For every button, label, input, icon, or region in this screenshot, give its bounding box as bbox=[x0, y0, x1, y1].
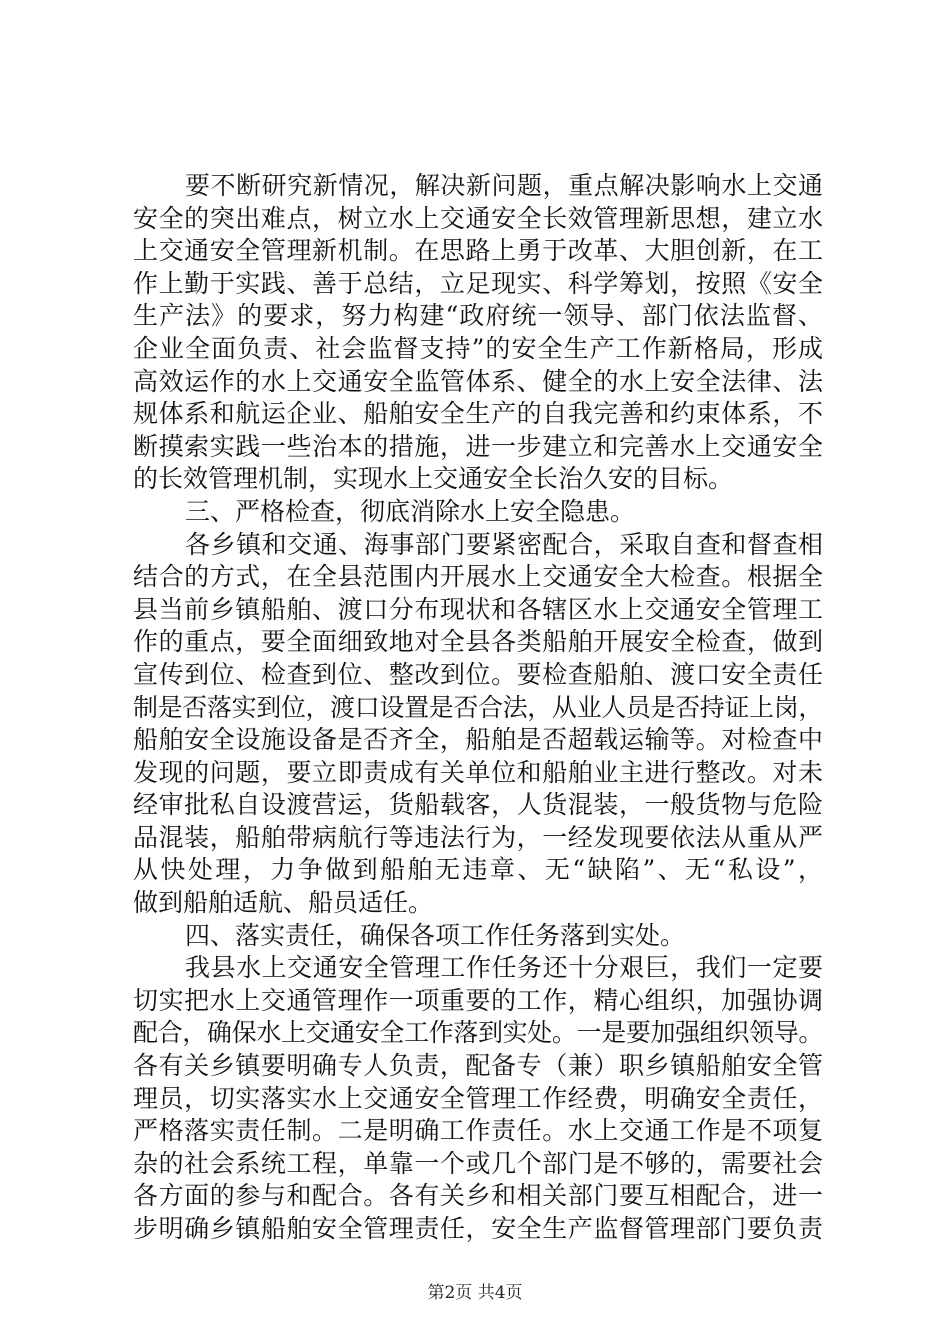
text-line: 各方面的参与和配合。各有关乡和相关部门要互相配合，进一 bbox=[133, 1181, 823, 1211]
text-line: 断摸索实践一些治本的措施，进一步建立和完善水上交通安全 bbox=[133, 431, 823, 461]
text-line: 安全的突出难点，树立水上交通安全长效管理新思想，建立水 bbox=[133, 203, 823, 233]
text-line: 高效运作的水上交通安全监管体系、健全的水上安全法律、法 bbox=[133, 366, 823, 396]
text-line: 各有关乡镇要明确专人负责，配备专（兼）职乡镇船舶安全管 bbox=[133, 1051, 823, 1081]
text-line: 的长效管理机制，实现水上交通安全长治久安的目标。 bbox=[133, 464, 734, 494]
text-line: 切实把水上交通管理作一项重要的工作，精心组织，加强协调 bbox=[133, 985, 823, 1015]
text-line: 县当前乡镇船舶、渡口分布现状和各辖区水上交通安全管理工 bbox=[133, 594, 823, 624]
text-line: 品混装，船舶带病航行等违法行为，一经发现要依法从重从严 bbox=[133, 822, 823, 852]
text-line: 作上勤于实践、善于总结，立足现实、科学筹划，按照《安全 bbox=[133, 268, 823, 298]
text-line: 各乡镇和交通、海事部门要紧密配合，采取自查和督查相 bbox=[185, 529, 823, 559]
page-footer: 第2页 共4页 bbox=[427, 1283, 523, 1303]
text-line: 上交通安全管理新机制。在思路上勇于改革、大胆创新，在工 bbox=[133, 236, 823, 266]
text-line: 从快处理，力争做到船舶无违章、无“缺陷”、无“私设”， bbox=[133, 855, 823, 885]
text-line: 作的重点，要全面细致地对全县各类船舶开展安全检查，做到 bbox=[133, 627, 823, 657]
text-line: 宣传到位、检查到位、整改到位。要检查船舶、渡口安全责任 bbox=[133, 659, 823, 689]
text-line: 制是否落实到位，渡口设置是否合法，从业人员是否持证上岗， bbox=[133, 692, 823, 722]
text-line: 生产法》的要求，努力构建“政府统一领导、部门依法监督、 bbox=[133, 301, 823, 331]
text-line: 配合，确保水上交通安全工作落到实处。一是要加强组织领导。 bbox=[133, 1018, 823, 1048]
text-line: 杂的社会系统工程，单靠一个或几个部门是不够的，需要社会 bbox=[133, 1148, 823, 1178]
text-line: 发现的问题，要立即责成有关单位和船舶业主进行整改。对未 bbox=[133, 757, 823, 787]
text-line: 严格落实责任制。二是明确工作责任。水上交通工作是不项复 bbox=[133, 1116, 823, 1146]
text-line: 要不断研究新情况，解决新问题，重点解决影响水上交通 bbox=[185, 171, 823, 200]
text-line: 船舶安全设施设备是否齐全，船舶是否超载运输等。对检查中 bbox=[133, 725, 823, 755]
body-text bbox=[133, 170, 823, 1246]
text-line: 企业全面负责、社会监督支持”的安全生产工作新格局，形成 bbox=[133, 333, 823, 363]
text-line: 我县水上交通安全管理工作任务还十分艰巨，我们一定要 bbox=[185, 953, 823, 983]
text-line: 做到船舶适航、船员适任。 bbox=[133, 888, 434, 918]
text-line: 三、严格检查，彻底消除水上安全隐患。 bbox=[185, 496, 636, 526]
text-line: 四、落实责任，确保各项工作任务落到实处。 bbox=[185, 920, 686, 950]
text-line: 理员，切实落实水上交通安全管理工作经费，明确安全责任， bbox=[133, 1083, 823, 1113]
text-line: 规体系和航运企业、船舶安全生产的自我完善和约束体系，不 bbox=[133, 399, 823, 429]
text-line: 步明确乡镇船舶安全管理责任，安全生产监督管理部门要负责 bbox=[133, 1214, 823, 1243]
text-line: 结合的方式，在全县范围内开展水上交通安全大检查。根据全 bbox=[133, 562, 823, 592]
text-line: 经审批私自设渡营运，货船载客，人货混装，一般货物与危险 bbox=[133, 790, 823, 820]
